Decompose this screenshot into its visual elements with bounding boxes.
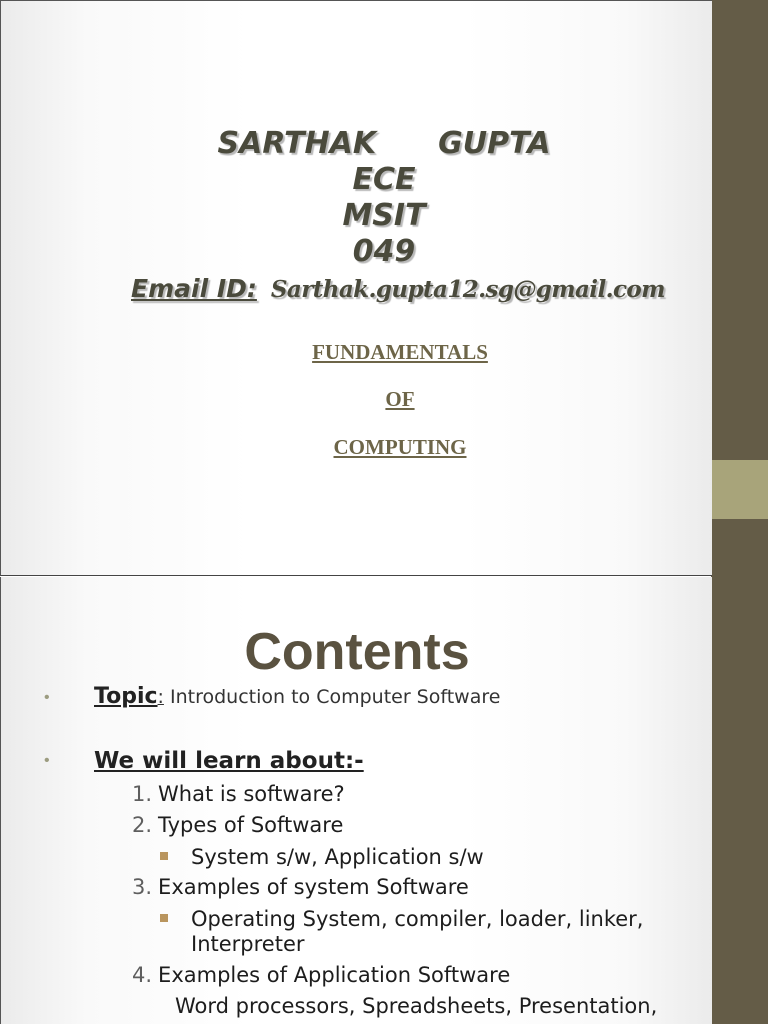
list-item: [132, 875, 469, 899]
list-item-number: 2.: [132, 813, 153, 837]
list-item-text: Types of Software: [158, 813, 344, 837]
learn-heading: We will learn about:-: [94, 748, 364, 774]
author-branch: ECE: [352, 162, 416, 197]
sub-list-item-text: Operating System, compiler, loader, linker,: [191, 907, 644, 931]
topic-line: [94, 684, 500, 709]
email-line: [131, 274, 665, 303]
topic-colon: :: [157, 686, 164, 708]
email-value: Sarthak.gupta12.sg@gmail.com: [270, 276, 665, 303]
author-block: [0, 126, 768, 270]
side-bar-accent: [711, 460, 768, 519]
list-item: [132, 813, 343, 837]
author-first-name: SARTHAK: [217, 126, 377, 161]
bullet-icon: •: [44, 689, 50, 706]
bullet-icon: •: [44, 752, 50, 769]
topic-label: Topic: [94, 684, 158, 709]
list-item: [132, 782, 345, 806]
list-item-number: 3.: [132, 875, 153, 899]
list-item-text: Examples of Application Software: [158, 963, 511, 987]
subject-line-2: OF: [385, 387, 415, 411]
side-bar-bottom: [711, 519, 768, 1024]
subject-line-3: COMPUTING: [333, 435, 467, 459]
author-roll: 049: [352, 234, 416, 269]
square-bullet-icon: [160, 852, 168, 860]
list-item-text: What is software?: [158, 782, 345, 806]
list-item-number: 4.: [132, 963, 153, 987]
square-bullet-icon: [160, 914, 168, 922]
contents-title: Contents: [244, 623, 470, 681]
list-item-number: 1.: [132, 782, 153, 806]
topic-text: Introduction to Computer Software: [163, 686, 501, 708]
sub-list-item-text: Interpreter: [191, 932, 305, 956]
continuation-text: Word processors, Spreadsheets, Presentation,: [175, 994, 658, 1018]
subject-line-1: FUNDAMENTALS: [312, 340, 488, 364]
list-item-text: Examples of system Software: [158, 875, 469, 899]
email-label: Email ID:: [131, 274, 257, 303]
author-last-name: GUPTA: [438, 126, 551, 161]
list-item: [132, 963, 510, 987]
author-name: [0, 126, 768, 162]
sub-list-item-text: System s/w, Application s/w: [191, 845, 484, 869]
author-college: MSIT: [342, 198, 426, 233]
